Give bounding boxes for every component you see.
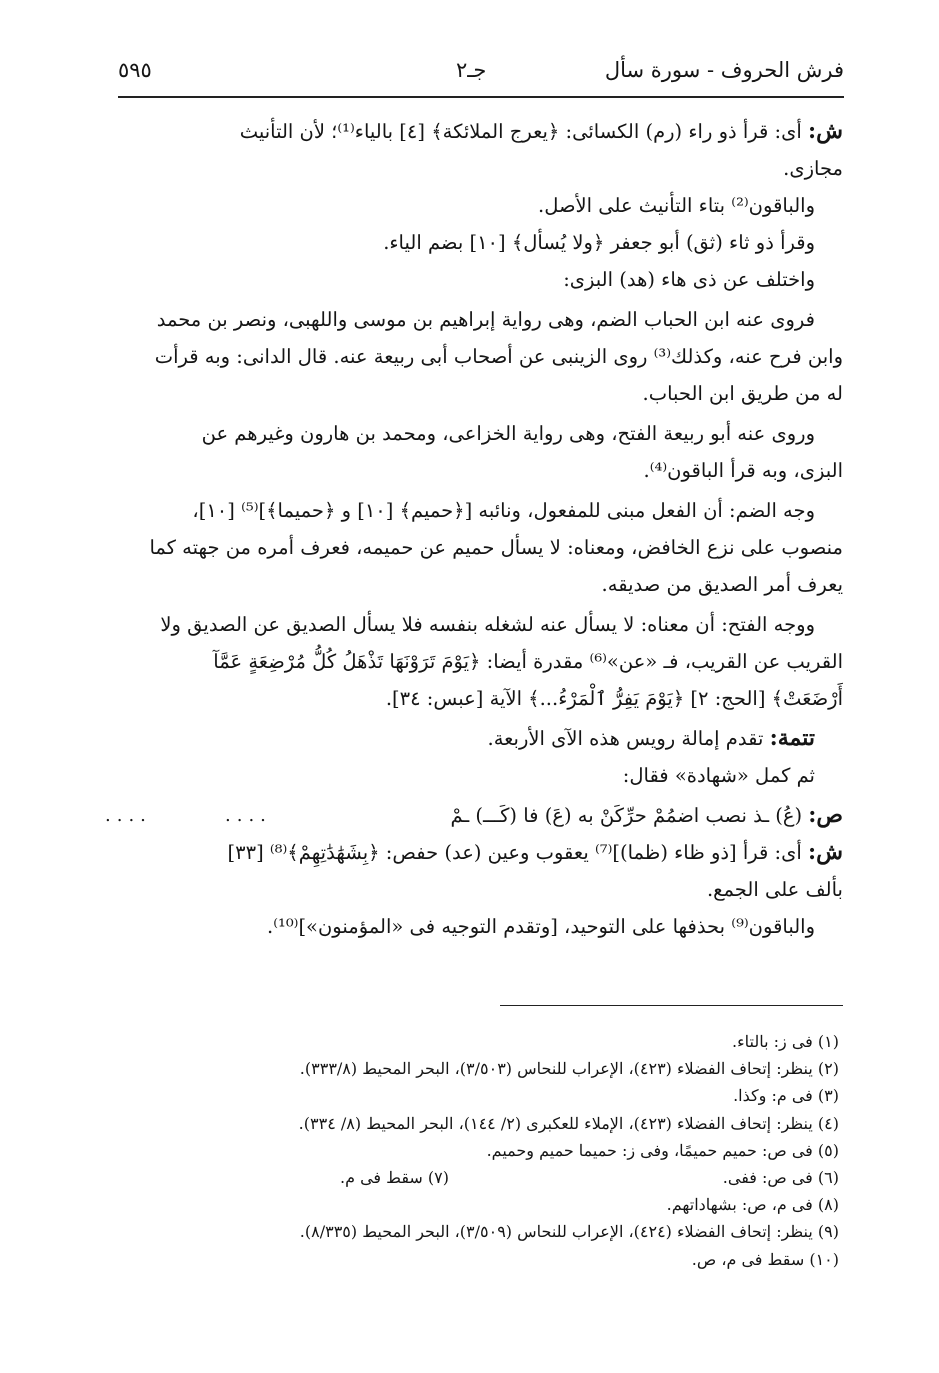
- text-line: [105, 720, 843, 757]
- line-text: وقرأ ذو ثاء (ثق) أبو جعفر ﴿ولا يُسأل﴾ [١٠] بضم الياء.: [383, 231, 815, 254]
- text-line: [105, 261, 843, 298]
- main-text: [105, 113, 843, 945]
- running-header: [118, 54, 844, 94]
- footnote-text: (١) فى ز: بالتاء.: [732, 1032, 839, 1051]
- text-line: [105, 834, 843, 871]
- text-line: [105, 871, 843, 908]
- text-line: [105, 492, 843, 529]
- paragraph-label: تتمة:: [769, 725, 815, 751]
- paragraph-label: ص:: [808, 802, 843, 828]
- text-line: [105, 529, 843, 566]
- line-text: وروى عنه أبو ربيعة الفتح، وهى رواية الخزاعى، ومحمد بن هارون وغيرهم عن: [201, 422, 815, 445]
- line-text: البزى، وبه قرأ الباقون⁽⁴⁾.: [643, 459, 843, 482]
- line-text: أَرْضَعَتْ﴾ [الحج: ٢] ﴿يَوْمَ يَفِرُّ ٱلْمَرْءُ...﴾ الآية [عبس: ٣٤].: [385, 687, 843, 710]
- header-rule: [118, 96, 844, 98]
- running-title: فرش الحروف - سورة سأل: [604, 58, 844, 82]
- line-text: ووجه الفتح: أن معناه: لا يسأل عنه لشغله بنفسه فلا يسأل الصديق عن الصديق ولا: [160, 613, 815, 636]
- line-text: واختلف عن ذى هاء (هد) البزى:: [563, 268, 815, 291]
- line-text: والباقون⁽²⁾ بتاء التأنيث على الأصل.: [538, 194, 815, 217]
- text-line: [105, 415, 843, 452]
- footnote-text: (٢) ينظر: إتحاف الفضلاء (٤٢٣)، الإعراب للنحاس (٣/٥٠٣)، البحر المحيط (٣٣٣/٨).: [299, 1059, 839, 1079]
- line-text: فروى عنه ابن الحباب الضم، وهى رواية إبراهيم بن موسى واللهبى، ونصر بن محمد: [156, 308, 815, 331]
- footnote: [105, 1110, 839, 1137]
- footnote-text: (٤) ينظر: إتحاف الفضلاء (٤٢٣)، الإملاء للعكبرى (٢/ ١٤٤)، البحر المحيط (٨/ ٣٣٤).: [298, 1113, 839, 1133]
- text-line: [105, 375, 843, 412]
- footnote-separator: [500, 1005, 843, 1006]
- text-line: [105, 150, 843, 187]
- line-text: وجه الضم: أن الفعل مبنى للمفعول، ونائبه [﴿حميم﴾ [١٠] و ﴿حميما﴾]⁽⁵⁾ [١٠]،: [192, 499, 815, 522]
- footnote-text: (٥) فى ص: حميم حميمًا، وفى ز: حميما حميم وحميم.: [486, 1140, 839, 1160]
- text-line: [105, 606, 843, 643]
- text-line: [105, 301, 843, 338]
- line-text: له من طريق ابن الحباب.: [642, 382, 843, 405]
- footnotes: [105, 1028, 839, 1273]
- text-line: [105, 680, 843, 717]
- line-text: يعرف أمر الصديق من صديقه.: [601, 573, 843, 596]
- footnote-text: (١٠) سقط فى م، ص.: [691, 1249, 839, 1269]
- line-text: تقدم إمالة رويس هذه الآى الأربعة.: [487, 727, 770, 750]
- footnote: [105, 1191, 839, 1218]
- footnote: [105, 1218, 839, 1245]
- text-line: [105, 224, 843, 261]
- footnote: [105, 1164, 839, 1191]
- footnote: [105, 1246, 839, 1273]
- line-text: والباقون⁽⁹⁾ بحذفها على التوحيد، [وتقدم التوجيه فى «المؤمنون»]⁽¹⁰⁾.: [267, 915, 815, 938]
- text-line: [105, 566, 843, 603]
- text-line: [105, 797, 843, 834]
- text-line: [105, 452, 843, 489]
- footnote-text: (٦) فى ص: ففى.: [722, 1167, 839, 1187]
- text-line: [105, 338, 843, 375]
- footnote-text: (٣) فى م: وكذا.: [733, 1086, 839, 1106]
- line-text: أى: قرأ [ذو ظاء (ظما)]⁽⁷⁾ يعقوب وعين (عد) حفص: ﴿بِشَهَٰدَٰتِهِمْ﴾⁽⁸⁾ [٣٣]: [227, 841, 809, 864]
- footnote: [105, 1028, 839, 1055]
- text-line: [105, 757, 843, 794]
- line-text: أى: قرأ ذو راء (رم) الكسائى: ﴿يعرج الملائكة﴾ [٤] بالياء⁽¹⁾؛ لأن التأنيث: [239, 120, 809, 143]
- line-text: منصوب على نزع الخافض، ومعناه: لا يسأل حميم عن حميمه، فعرف أمره من جهته كما: [149, 536, 843, 559]
- footnote-text: (٨) فى م، ص: بشهاداتهم.: [666, 1195, 839, 1215]
- footnote-text: (٩) ينظر: إتحاف الفضلاء (٤٢٤)، الإعراب للنحاس (٣/٥٠٩)، البحر المحيط (٨/٣٣٥).: [299, 1222, 839, 1242]
- page-number: ٥٩٥: [118, 58, 152, 82]
- verse-ellipsis: ....: [105, 805, 152, 826]
- text-line: [105, 187, 843, 224]
- line-text: وابن فرح عنه، وكذلك⁽³⁾ روى الزينبى عن أصحاب أبى ربيعة عنه. قال الدانى: وبه قرأت: [154, 345, 843, 368]
- volume-number: جـ٢: [456, 58, 487, 82]
- text-line: [105, 643, 843, 680]
- footnote: [105, 1082, 839, 1109]
- footnote-text: (٧) سقط فى م.: [339, 1167, 449, 1187]
- line-text: بألف على الجمع.: [706, 878, 843, 901]
- verse-ellipsis: ....: [225, 805, 272, 826]
- line-text: (عُ) ـذ نصب اضمُمْ حرِّكَنْ به (عَ) فا (كَـــ) ـمْ: [450, 804, 809, 827]
- paragraph-label: ش:: [808, 118, 843, 144]
- text-line: [105, 113, 843, 150]
- line-text: القريب عن القريب، فـ «عن»⁽⁶⁾ مقدرة أيضا: ﴿يَوْمَ تَرَوْنَهَا تَذْهَلُ كُلُّ مُرْضِعَةٍ عَمَّآ: [213, 650, 843, 673]
- text-line: [105, 908, 843, 945]
- line-text: مجازى.: [783, 157, 843, 180]
- line-text: ثم كمل «شهادة» فقال:: [622, 764, 815, 787]
- paragraph-label: ش:: [808, 839, 843, 865]
- footnote: [105, 1137, 839, 1164]
- footnote: [105, 1055, 839, 1082]
